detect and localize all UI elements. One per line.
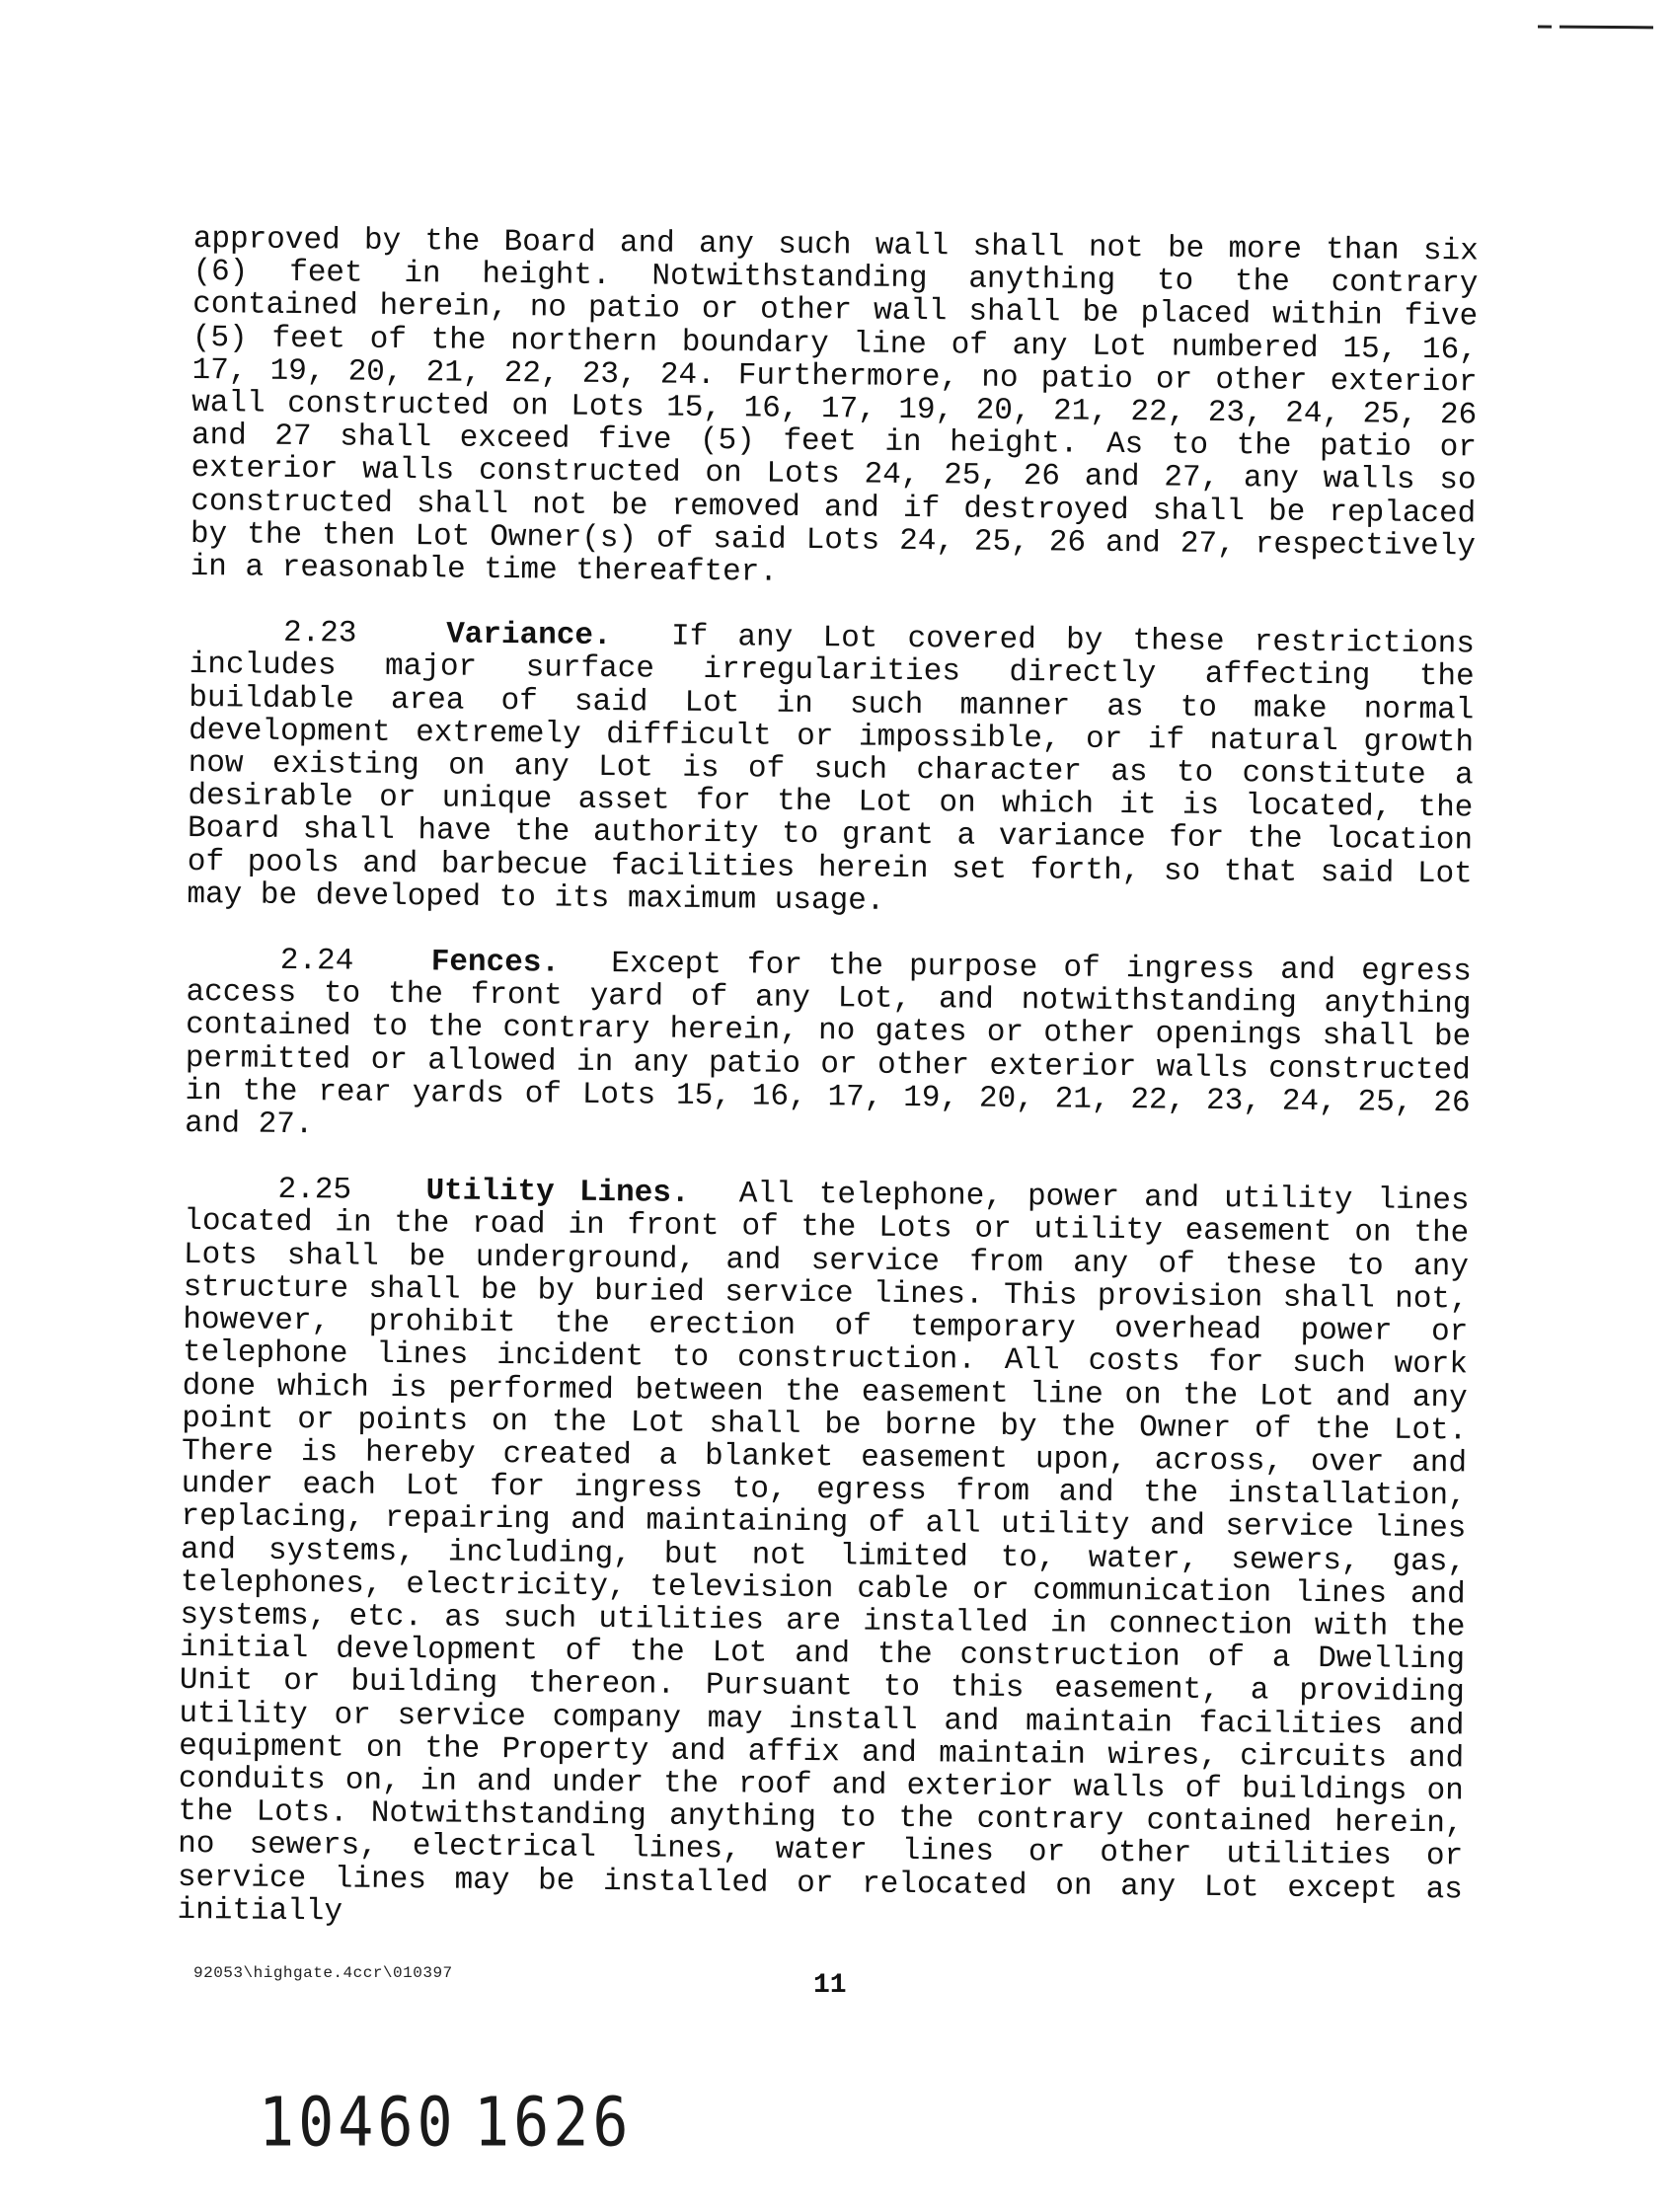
file-reference: 92053\highgate.4ccr\010397 (193, 1964, 453, 1982)
section-title: Variance. (445, 617, 612, 654)
recording-book-number: 10460 (259, 2083, 457, 2163)
document-body (177, 223, 1479, 1939)
recording-page-number: 1626 (474, 2083, 633, 2163)
section-2-24 (185, 944, 1472, 1153)
paragraph-text: If any Lot covered by these restrictions includes major surface irregularities directly affecting the buildable area of said Lot in such manner as to make normal development extremely difficult or impossible, or if natural growth now existing on any Lot is of such character as to constitute a desirable or unique asset for the Lot on which it is located, the Board shall have the authority to grant a variance for the location of pools and barbecue facilities herein set forth, so that said Lot may be developed to its maximum usage. (187, 619, 1476, 919)
scan-mark (1560, 26, 1653, 30)
paragraph-text: All telephone, power and utility lines located in the road in front of the Lots or utility easement on the Lots shall be underground, and service from any of these to any structure shall be by buried service lines. This provision shall not, however, prohibit the erection of temporary overhead power or telephone lines incident to construction. All costs for such work done which is performed between the easement line on the Lot and any point or points on the Lot shall be borne by the Owner of the Lot. There is hereby created a blanket easement upon, across, over and under each Lot for ingress to, egress from and the installation, replacing, repairing and maintaining of all utility and service lines and systems, including, but not limited to, water, sewers, gas, telephones, electricity, television cable or communication lines and systems, etc. as such utilities are installed in connection with the initial development of the Lot and the construction of a Dwelling Unit or building thereon. Pursuant to this easement, a providing utility or service company may install and maintain facilities and equipment on the Property and affix and maintain wires, circuits and conduits on, in and under the roof and exterior walls of buildings on the Lots. Notwithstanding anything to the contrary contained herein, no sewers, electrical lines, water lines or other utilities or service lines may be installed or relocated on any Lot except as initially (177, 1177, 1470, 1930)
paragraph-text: Except for the purpose of ingress and egress access to the front yard of any Lot, and notwithstanding anything contained to the contrary herein, no gates or other openings shall be permitted or allowed in any patio or other exterior walls constructed in the rear yards of Lots 15, 16, 17, 19, 20, 21, 22, 23, 24, 25, 26 and 27. (185, 947, 1472, 1143)
section-title: Fences. (430, 945, 561, 981)
page-number: 11 (813, 1970, 847, 2001)
paragraph-continuation (190, 223, 1478, 596)
section-2-25 (177, 1173, 1469, 1939)
paragraph-text: approved by the Board and any such wall shall not be more than six (6) feet in height. Notwithstanding anything to the contrary contained herein, no patio or other wall shall be placed within five (5) feet of the northern boundary line of any Lot numbered 15, 16, 17, 19, 20, 21, 22, 23, 24. Furthermore, no patio or other exterior wall constructed on Lots 15, 16, 17, 19, 20, 21, 22, 23, 24, 25, 26 and 27 shall exceed five (5) feet in height. As to the patio or exterior walls constructed on Lots 24, 25, 26 and 27, any walls so constructed shall not be removed and if destroyed shall be replaced by the then Lot Owner(s) of said Lots 24, 25, 26 and 27, respectively in a reasonable time thereafter. (190, 222, 1479, 590)
section-number: 2.25 (277, 1173, 352, 1208)
section-number: 2.24 (279, 943, 354, 979)
section-number: 2.23 (282, 616, 357, 651)
section-title: Utility Lines. (425, 1174, 690, 1212)
section-2-23 (187, 616, 1475, 923)
